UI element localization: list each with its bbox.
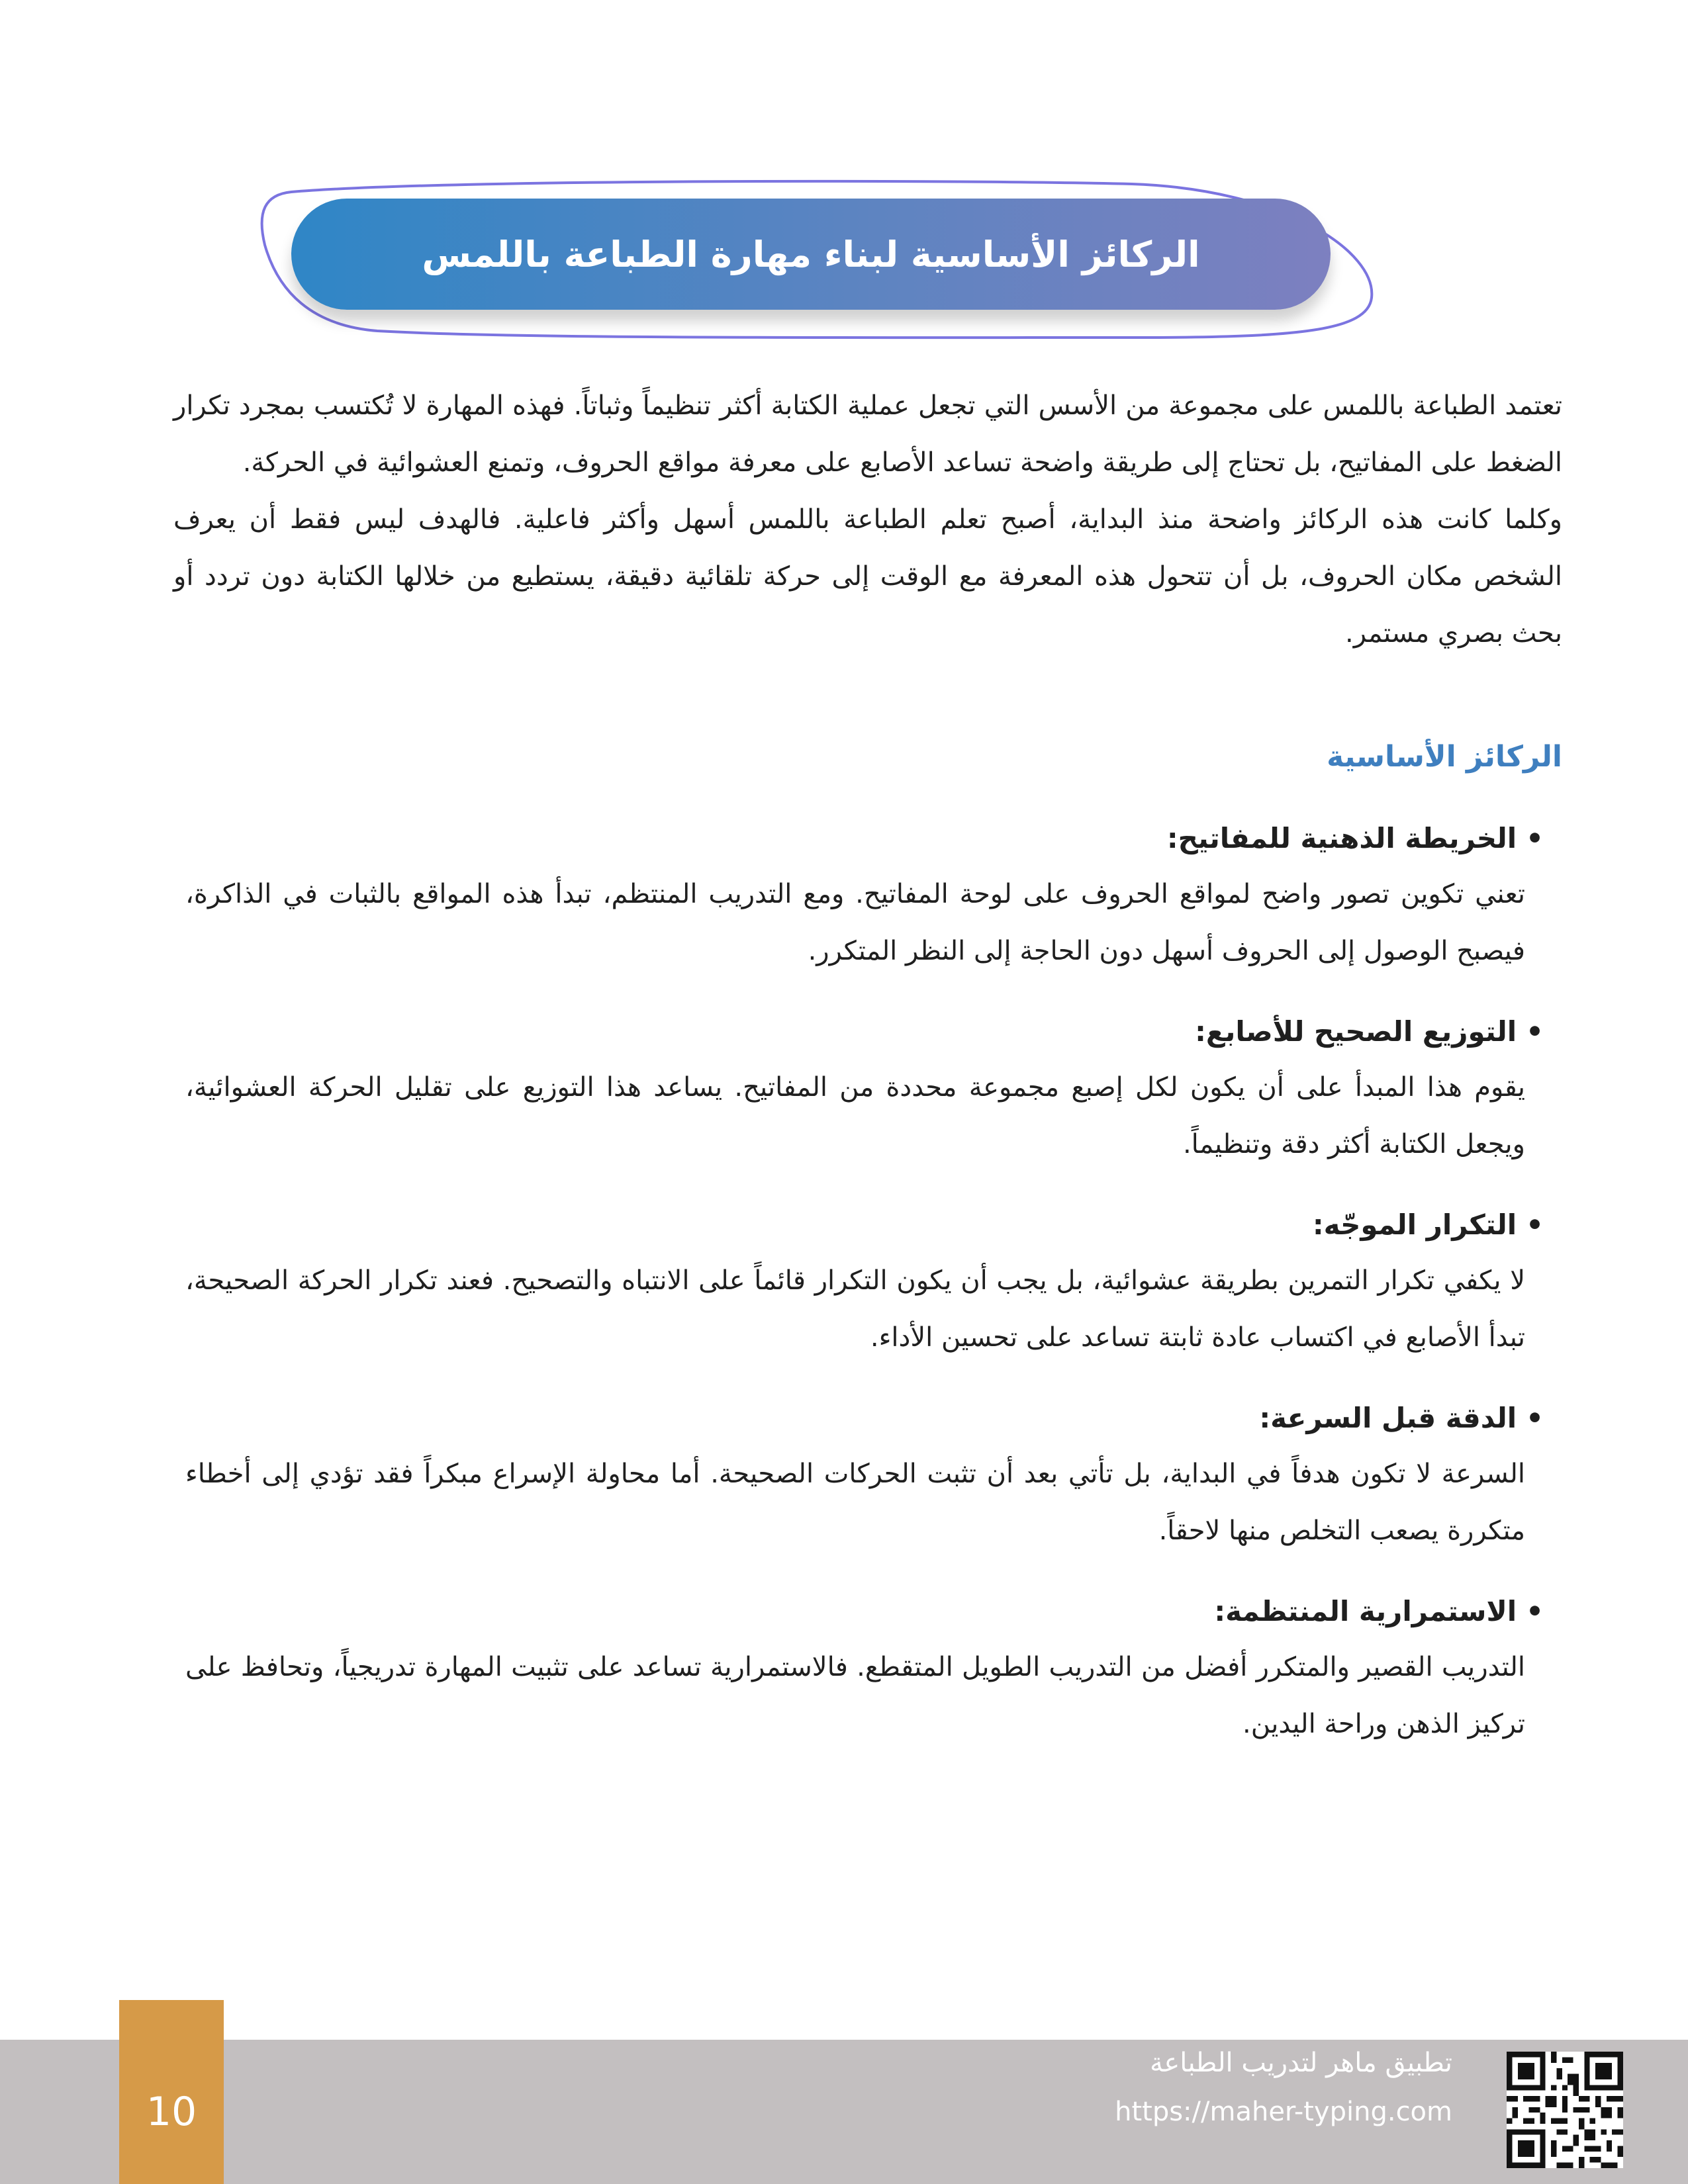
bullet-icon: • <box>1526 1208 1544 1241</box>
pillar-text: التدريب القصير والمتكرر أفضل من التدريب الطويل المتقطع. فالاستمرارية تساعد على تثبيت المهارة تدريجياً، وتحافظ على تركيز الذهن وراحة اليدين. <box>185 1652 1525 1739</box>
pillar-item <box>185 1588 1544 1752</box>
bullet-icon: • <box>1526 1015 1544 1048</box>
pillar-text: السرعة لا تكون هدفاً في البداية، بل تأتي بعد أن تثبت الحركات الصحيحة. أما محاولة الإسراع مبكراً فقد تؤدي إلى أخطاء متكررة يصعب التخلص منها لاحقاً. <box>185 1459 1525 1546</box>
intro-paragraph: وكلما كانت هذه الركائز واضحة منذ البداية، أصبح تعلم الطباعة باللمس أسهل وأكثر فاعلية. فالهدف ليس فقط أن يعرف الشخص مكان الحروف، بل أن تتحول هذه المعرفة مع الوقت إلى حركة تلقائية دقيقة، يستطيع من خلالها الكتابة دون تردد أو بحث بصري مستمر. <box>173 504 1562 649</box>
pillar-title: الخريطة الذهنية للمفاتيح: <box>1166 822 1517 854</box>
bullet-icon: • <box>1526 822 1544 854</box>
pillar-title: الدقة قبل السرعة: <box>1259 1402 1517 1434</box>
pillar-title: التكرار الموجّه: <box>1312 1208 1517 1241</box>
page-number-box <box>119 2000 224 2184</box>
intro-paragraph: تعتمد الطباعة باللمس على مجموعة من الأسس التي تجعل عملية الكتابة أكثر تنظيماً وثباتاً. فهذه المهارة لا تُكتسب بمجرد تكرار الضغط على المفاتيح، بل تحتاج إلى طريقة واضحة تساعد الأصابع على معرفة مواقع الحروف، وتمنع العشوائية في الحركة. <box>173 390 1562 478</box>
title-banner <box>252 172 1390 357</box>
pillar-text: لا يكفي تكرار التمرين بطريقة عشوائية، بل يجب أن يكون التكرار قائماً على الانتباه والتصحيح. فعند تكرار الحركة الصحيحة، تبدأ الأصابع في اكتساب عادة ثابتة تساعد على تحسين الأداء. <box>185 1265 1525 1353</box>
footer-app-name: تطبيق ماهر لتدريب الطباعة <box>1149 2048 1452 2078</box>
pillar-title: الاستمرارية المنتظمة: <box>1214 1595 1517 1627</box>
page-title: الركائز الأساسية لبناء مهارة الطباعة باللمس <box>422 233 1200 275</box>
pillar-item <box>185 1202 1544 1366</box>
section-heading: الركائز الأساسية <box>1327 740 1562 774</box>
qr-code-icon[interactable] <box>1507 2052 1623 2168</box>
title-pill <box>291 199 1331 310</box>
bullet-icon: • <box>1526 1402 1544 1434</box>
pillar-text: يقوم هذا المبدأ على أن يكون لكل إصبع مجموعة محددة من المفاتيح. يساعد هذا التوزيع على تقليل الحركة العشوائية، ويجعل الكتابة أكثر دقة وتنظيماً. <box>185 1072 1525 1160</box>
pillar-item <box>185 1395 1544 1559</box>
bullet-icon: • <box>1526 1595 1544 1627</box>
intro-text <box>173 377 1562 662</box>
footer-url[interactable]: https://maher-typing.com <box>1115 2097 1452 2127</box>
pillar-title: التوزيع الصحيح للأصابع: <box>1195 1015 1517 1048</box>
page-number: 10 <box>146 2089 197 2135</box>
pillar-item <box>185 1009 1544 1173</box>
pillar-item <box>185 815 1544 979</box>
pillar-text: تعني تكوين تصور واضح لمواقع الحروف على لوحة المفاتيح. ومع التدريب المنتظم، تبدأ هذه المواقع بالثبات في الذاكرة، فيصبح الوصول إلى الحروف أسهل دون الحاجة إلى النظر المتكرر. <box>185 879 1525 966</box>
